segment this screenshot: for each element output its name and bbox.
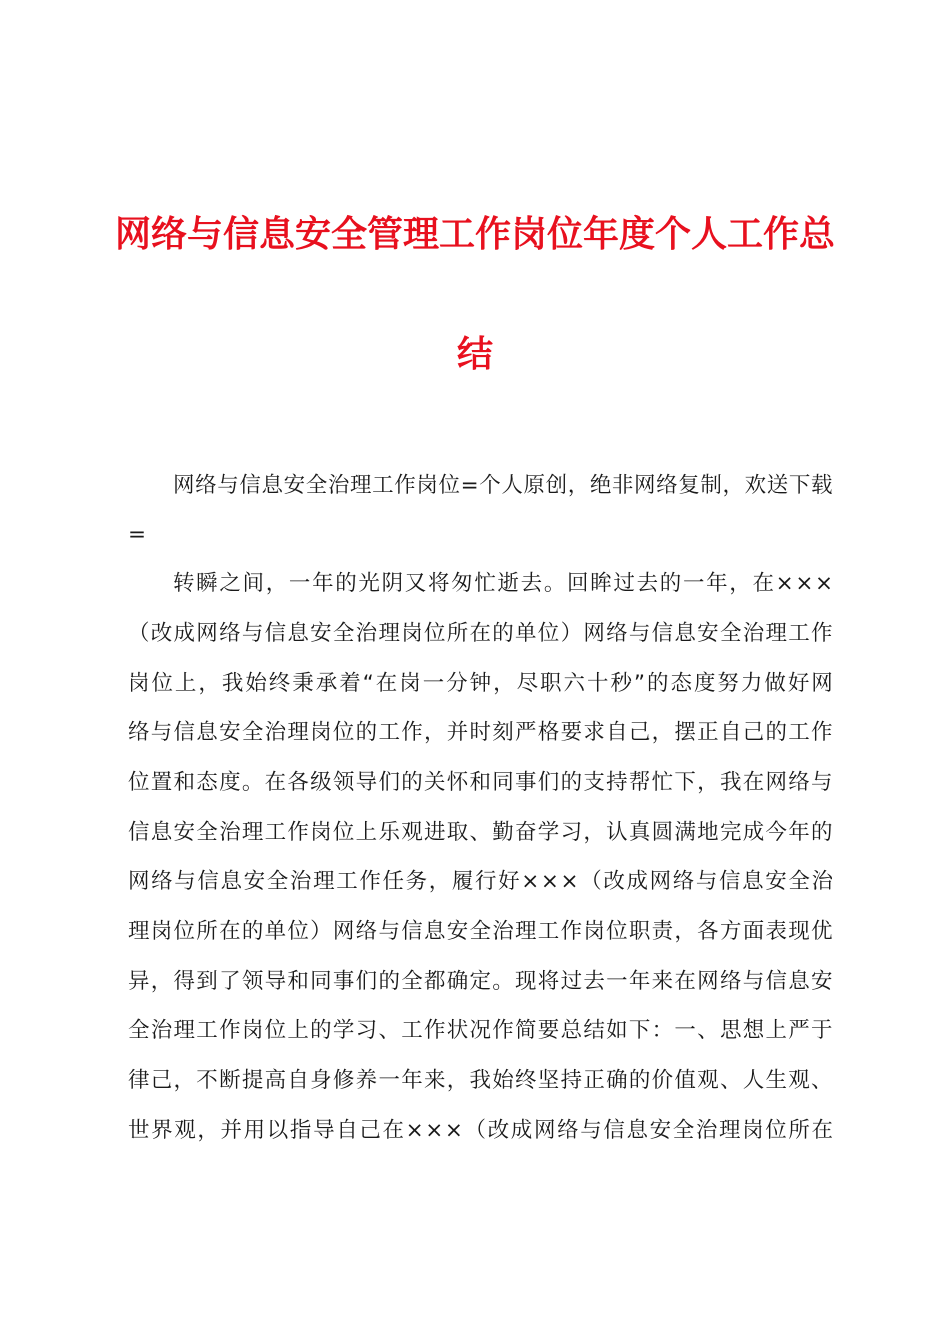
- body-line-4: （改成网络与信息安全治理岗位所在的单位）网络与信息安全治理工作: [128, 621, 834, 646]
- document-title-line-2: 结: [456, 333, 493, 375]
- body-line-7: 位置和态度。在各级领导们的关怀和同事们的支持帮忙下，我在网络与: [128, 770, 834, 795]
- body-line-12: 全治理工作岗位上的学习、工作状况作简要总结如下：一、思想上严于: [128, 1018, 834, 1043]
- document-title-line-1: 网络与信息安全管理工作岗位年度个人工作总: [114, 213, 835, 255]
- body-line-6: 络与信息安全治理岗位的工作，并时刻严格要求自己，摆正自己的工作: [128, 720, 834, 745]
- body-line-13: 律己，不断提高自身修养一年来，我始终坚持正确的价值观、人生观、: [128, 1068, 834, 1093]
- body-line-9: 网络与信息安全治理工作任务，履行好×××（改成网络与信息安全治: [128, 869, 835, 894]
- body-line-3: 转瞬之间，一年的光阴又将匆忙逝去。回眸过去的一年，在×××: [173, 571, 835, 596]
- body-line-10: 理岗位所在的单位）网络与信息安全治理工作岗位职责，各方面表现优: [128, 919, 834, 944]
- body-line-8: 信息安全治理工作岗位上乐观进取、勤奋学习，认真圆满地完成今年的: [128, 820, 834, 845]
- body-line-5: 岗位上，我始终秉承着“在岗一分钟，尽职六十秒”的态度努力做好网: [128, 671, 835, 696]
- body-line-11: 异，得到了领导和同事们的全都确定。现将过去一年来在网络与信息安: [128, 969, 834, 994]
- body-line-2: =: [128, 522, 147, 547]
- body-line-1: 网络与信息安全治理工作岗位=个人原创，绝非网络复制，欢送下载: [173, 473, 834, 498]
- body-line-14: 世界观，并用以指导自己在×××（改成网络与信息安全治理岗位所在: [128, 1118, 835, 1143]
